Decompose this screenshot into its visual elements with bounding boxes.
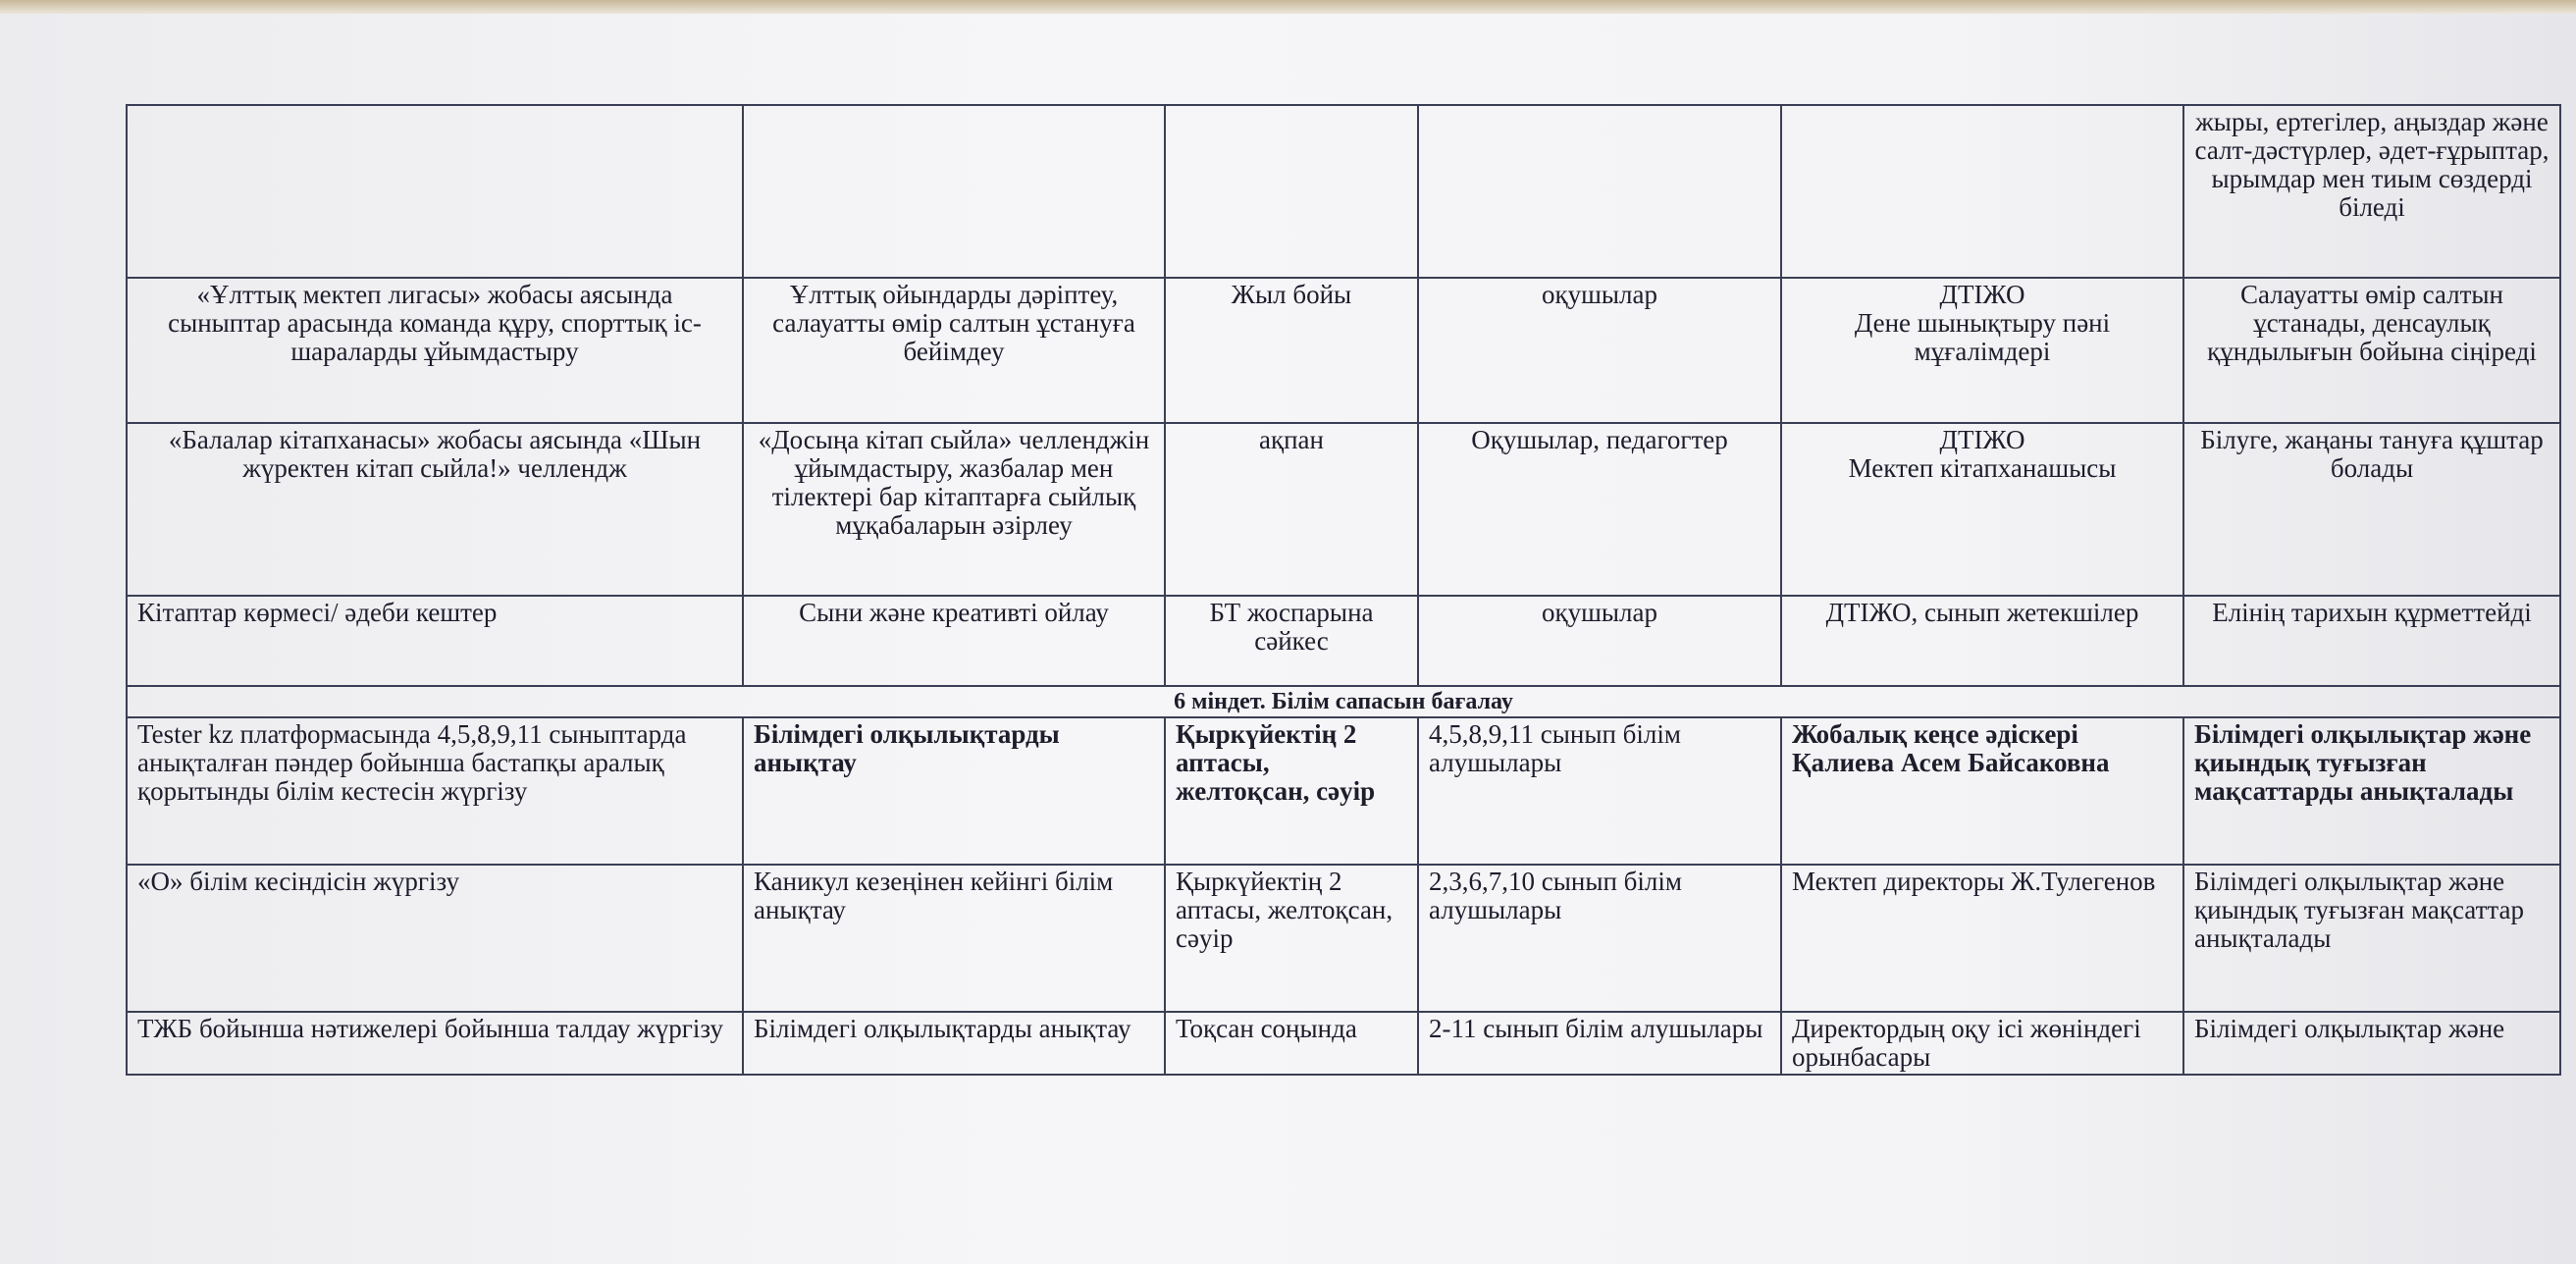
table-row [127,717,2560,865]
responsible-cell: Жобалық кеңсе әдіскері Қалиева Асем Байсаковна [1781,717,2183,865]
participants-cell: 2,3,6,7,10 сынып білім алушылары [1418,865,1781,1012]
activity-cell: «Ұлттық мектеп лигасы» жобасы аясында сыныптар арасында команда құру, спорттық іс-шараларды ұйымдастыру [127,278,743,423]
result-cell: Білімдегі олқылықтар және қиындық туғызған мақсаттар анықталады [2183,865,2560,1012]
plan-table [126,104,2561,1076]
responsible-cell: ДТІЖО, сынып жетекшілер [1781,596,2183,686]
table-row [127,423,2560,596]
responsible-cell: Мектеп директоры Ж.Тулегенов [1781,865,2183,1012]
participants-cell: оқушылар [1418,278,1781,423]
goal-cell: Білімдегі олқылықтарды анықтау [743,1012,1165,1075]
activity-cell: Tester kz платформасында 4,5,8,9,11 сыныптарда анықталған пәндер бойынша бастапқы аралық қорытынды білім кестесін жүргізу [127,717,743,865]
responsible-cell: ДТІЖО Дене шынықтыру пәні мұғалімдері [1781,278,2183,423]
activity-cell: «О» білім кесіндісін жүргізу [127,865,743,1012]
activity-cell [127,105,743,278]
timing-cell: Қыркүйектің 2 аптасы, желтоқсан, сәуір [1165,865,1418,1012]
timing-cell [1165,105,1418,278]
participants-cell: 4,5,8,9,11 сынып білім алушылары [1418,717,1781,865]
table-row [127,596,2560,686]
timing-cell: Қыркүйектің 2 аптасы, желтоқсан, сәуір [1165,717,1418,865]
table-row [127,278,2560,423]
timing-cell: БТ жоспарына сәйкес [1165,596,1418,686]
timing-cell: Жыл бойы [1165,278,1418,423]
photo-top-edge [0,0,2576,14]
table-row [127,1012,2560,1075]
goal-cell: Сыни және креативті ойлау [743,596,1165,686]
goal-cell [743,105,1165,278]
result-cell: Білімдегі олқылықтар және қиындық туғызған мақсаттарды анықталады [2183,717,2560,865]
activity-cell: ТЖБ бойынша нәтижелері бойынша талдау жүргізу [127,1012,743,1075]
table-row [127,105,2560,278]
activity-cell: «Балалар кітапханасы» жобасы аясында «Шын жүректен кітап сыйла!» челлендж [127,423,743,596]
participants-cell: оқушылар [1418,596,1781,686]
result-cell: Білуге, жаңаны тануға құштар болады [2183,423,2560,596]
goal-cell: Білімдегі олқылықтарды анықтау [743,717,1165,865]
goal-cell: «Досыңа кітап сыйла» челленджін ұйымдастыру, жазбалар мен тілектері бар кітаптарға сыйлық мұқабаларын әзірлеу [743,423,1165,596]
goal-cell: Ұлттық ойындарды дәріптеу, салауатты өмір салтын ұстануға бейімдеу [743,278,1165,423]
participants-cell: Оқушылар, педагогтер [1418,423,1781,596]
result-cell: Елінің тарихын құрметтейді [2183,596,2560,686]
result-cell: Білімдегі олқылықтар және [2183,1012,2560,1075]
result-cell: Салауатты өмір салтын ұстанады, денсаулық құндылығын бойына сіңіреді [2183,278,2560,423]
responsible-cell [1781,105,2183,278]
responsible-cell: Директордың оқу ісі жөніндегі орынбасары [1781,1012,2183,1075]
result-cell: жыры, ертегілер, аңыздар және салт-дәстүрлер, әдет-ғұрыптар, ырымдар мен тиым сөздерді біледі [2183,105,2560,278]
activity-cell: Кітаптар көрмесі/ әдеби кештер [127,596,743,686]
section-row [127,686,2560,717]
table-row [127,865,2560,1012]
responsible-cell: ДТІЖО Мектеп кітапханашысы [1781,423,2183,596]
participants-cell: 2-11 сынып білім алушылары [1418,1012,1781,1075]
timing-cell: Тоқсан соңында [1165,1012,1418,1075]
participants-cell [1418,105,1781,278]
goal-cell: Каникул кезеңінен кейінгі білім анықтау [743,865,1165,1012]
section-title: 6 міндет. Білім сапасын бағалау [127,686,2560,717]
timing-cell: ақпан [1165,423,1418,596]
